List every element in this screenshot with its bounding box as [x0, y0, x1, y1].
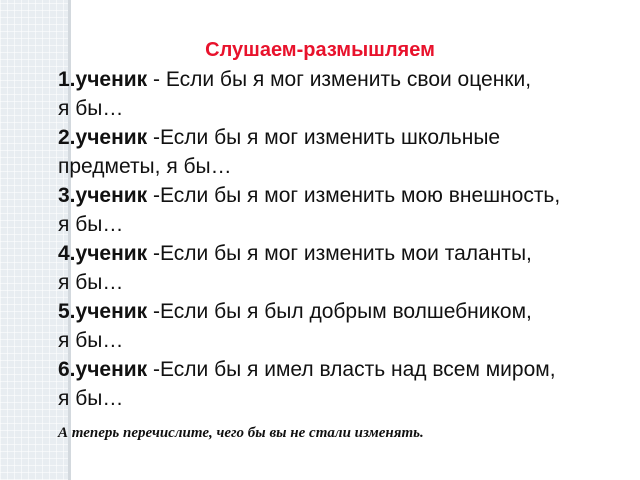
item-number: 4. — [58, 242, 76, 265]
item-text: -Если бы я имел власть над всем миром, — [147, 358, 556, 381]
item-continuation: я бы… — [58, 329, 124, 352]
item-first-line — [58, 181, 633, 210]
list-item — [58, 65, 633, 123]
item-speaker: ученик — [75, 300, 148, 323]
list-item — [58, 123, 633, 181]
item-first-line — [58, 239, 633, 268]
slide-title: Слушаем-размышляем — [205, 39, 435, 61]
item-continuation: я бы… — [58, 387, 124, 410]
list-item — [58, 239, 633, 297]
item-speaker: ученик — [75, 184, 148, 207]
item-continuation: я бы… — [58, 271, 124, 294]
list-item — [58, 181, 633, 239]
item-text: -Если бы я мог изменить мои таланты, — [147, 242, 532, 265]
item-number: 3. — [58, 184, 76, 207]
item-continuation: предметы, я бы… — [58, 155, 232, 178]
item-speaker: ученик — [75, 68, 148, 91]
list-item — [58, 297, 633, 355]
item-number: 5. — [58, 300, 76, 323]
item-text: -Если бы я мог изменить мою внешность, — [147, 184, 561, 207]
footer-instruction: А теперь перечислите, чего бы вы не стали изменять. — [58, 425, 424, 441]
item-first-line — [58, 297, 633, 326]
item-first-line — [58, 123, 633, 152]
item-number: 1. — [58, 68, 76, 91]
item-text: -Если бы я был добрым волшебником, — [147, 300, 532, 323]
item-speaker: ученик — [75, 242, 148, 265]
item-first-line — [58, 65, 633, 94]
student-prompts-list — [58, 65, 633, 413]
item-speaker: ученик — [75, 358, 148, 381]
item-number: 2. — [58, 126, 76, 149]
item-text: - Если бы я мог изменить свои оценки, — [147, 68, 532, 91]
item-continuation: я бы… — [58, 97, 124, 120]
item-number: 6. — [58, 358, 76, 381]
item-first-line — [58, 355, 633, 384]
item-continuation: я бы… — [58, 213, 124, 236]
list-item — [58, 355, 633, 413]
item-speaker: ученик — [75, 126, 148, 149]
item-text: -Если бы я мог изменить школьные — [147, 126, 501, 149]
